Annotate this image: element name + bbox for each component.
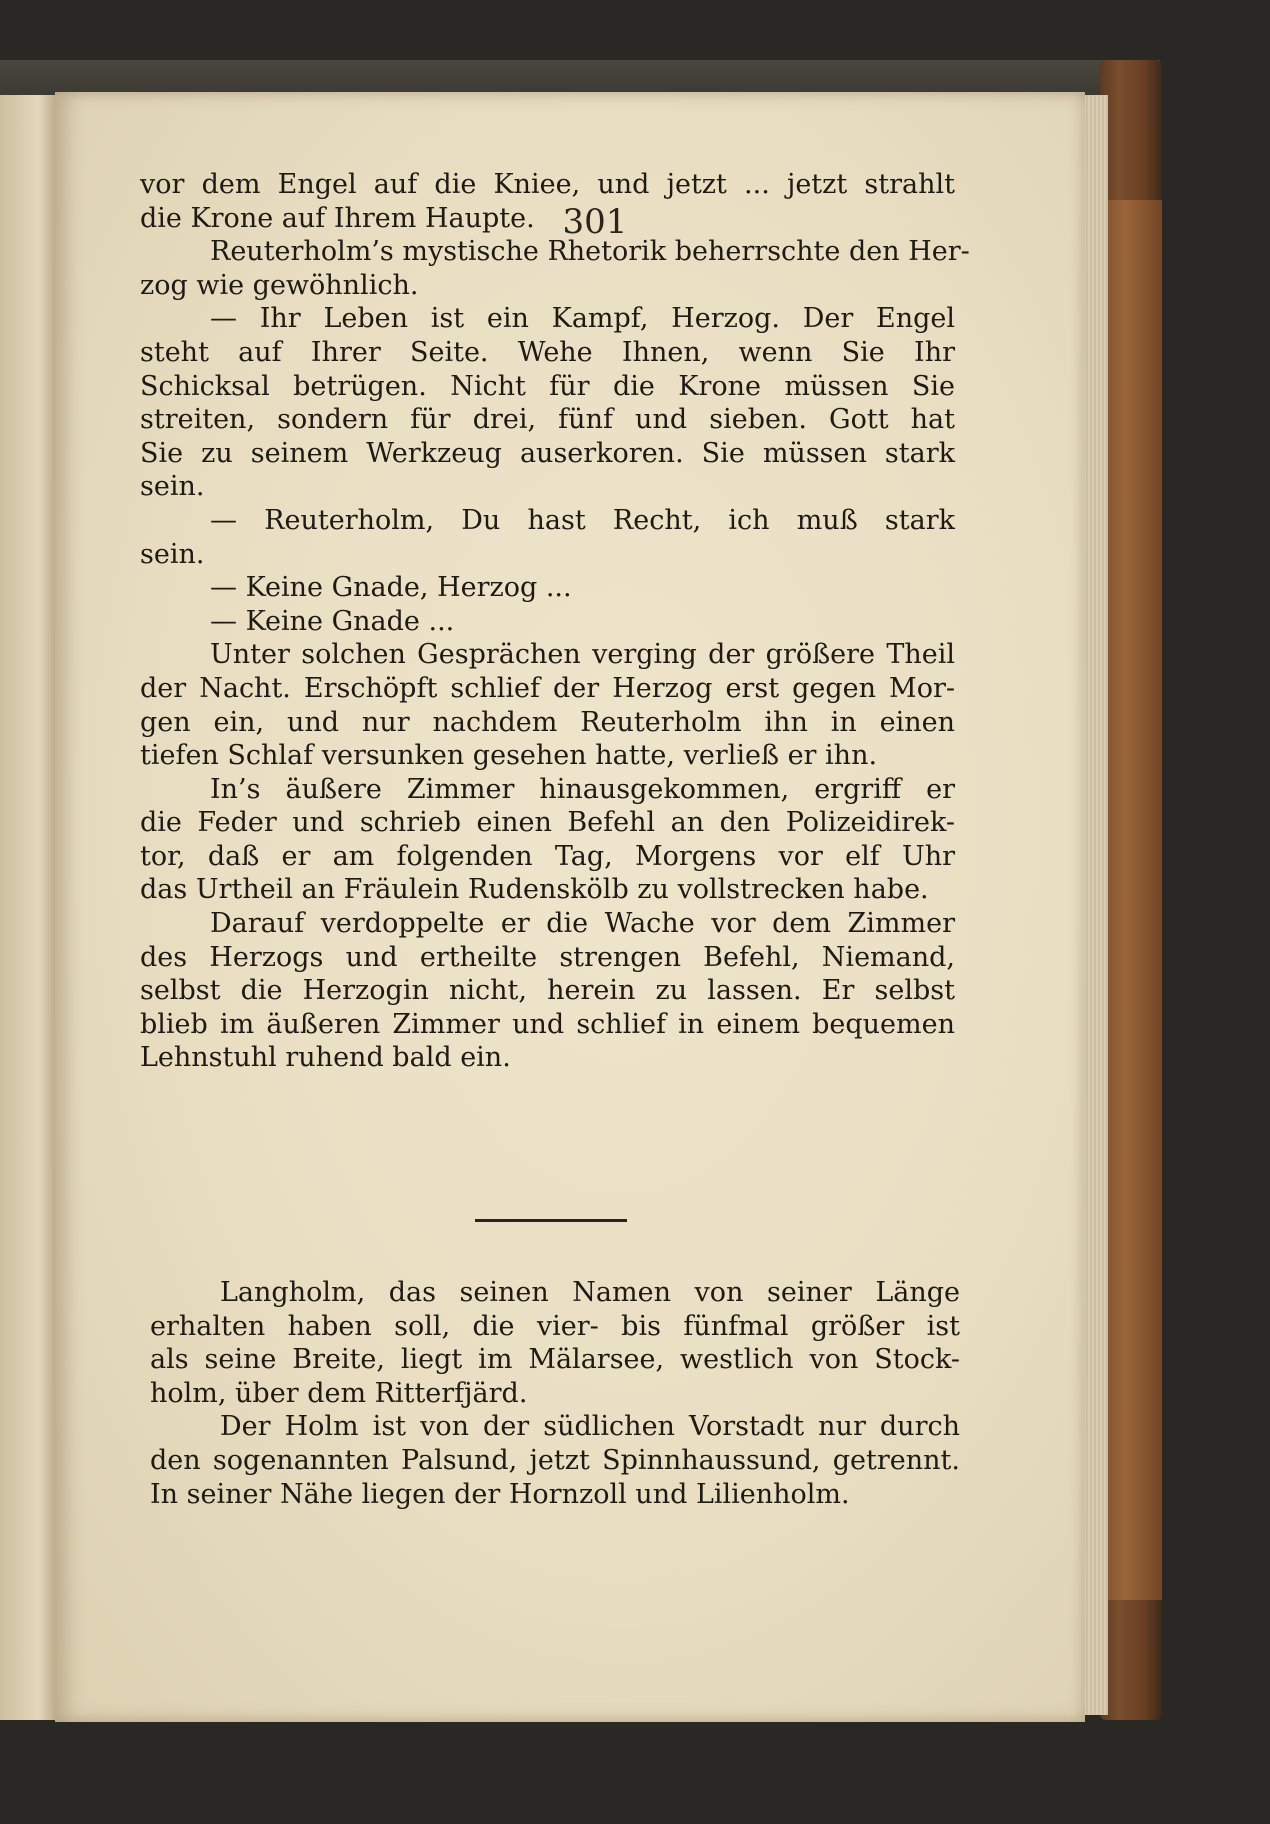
text-line: das Urtheil an Fräulein Rudenskölb zu vollstrecken habe.: [140, 874, 929, 906]
text-line: blieb im äußeren Zimmer und schlief in einem bequemen: [140, 1008, 955, 1040]
section-divider: [475, 1219, 627, 1222]
text-line: Der Holm ist von der südlichen Vorstadt nur durch: [220, 1411, 960, 1443]
text-line: tor, daß er am folgenden Tag, Morgens vor elf Uhr: [140, 840, 955, 872]
text-line: vor dem Engel auf die Kniee, und jetzt ... jetzt strahlt: [140, 169, 955, 200]
text-line: der Nacht. Erschöpft schlief der Herzog erst gegen Mor-: [140, 672, 955, 704]
text-line: selbst die Herzogin nicht, herein zu lassen. Er selbst: [140, 975, 955, 1007]
left-page-edge: [0, 95, 55, 1720]
text-line: zog wie gewöhnlich.: [140, 269, 419, 301]
text-line: als seine Breite, liegt im Mälarsee, westlich von Stock-: [150, 1344, 960, 1376]
text-line: Unter solchen Gesprächen verging der größere Theil: [210, 639, 955, 671]
text-line: den sogenannten Palsund, jetzt Spinnhaussund, getrennt.: [150, 1444, 960, 1476]
body-text-section-2: [150, 1276, 960, 1511]
text-line: Langholm, das seinen Namen von seiner Länge: [220, 1277, 960, 1308]
text-line: streiten, sondern für drei, fünf und sieben. Gott hat: [140, 404, 955, 436]
text-line: — Ihr Leben ist ein Kampf, Herzog. Der Engel: [210, 303, 955, 335]
text-line: — Reuterholm, Du hast Recht, ich muß stark: [210, 504, 955, 536]
text-line: erhalten haben soll, die vier- bis fünfmal größer ist: [150, 1310, 960, 1342]
text-line: Lehnstuhl ruhend bald ein.: [140, 1042, 511, 1074]
text-line: des Herzogs und ertheilte strengen Befehl, Niemand,: [140, 941, 955, 973]
page-number: 301: [562, 202, 628, 242]
text-line: tiefen Schlaf versunken gesehen hatte, verließ er ihn.: [140, 740, 878, 772]
leather-binding: [1100, 200, 1162, 1600]
text-line: — Keine Gnade ...: [210, 605, 455, 637]
text-line: Reuterholm’s mystische Rhetorik beherrschte den Her-: [210, 236, 970, 268]
body-text-section-1: [140, 168, 970, 1075]
text-line: holm, über dem Ritterfjärd.: [150, 1377, 528, 1409]
text-line: sein.: [140, 538, 205, 570]
text-line: — Keine Gnade, Herzog ...: [210, 572, 572, 604]
text-line: die Krone auf Ihrem Haupte.: [140, 202, 535, 234]
text-line: gen ein, und nur nachdem Reuterholm ihn in einen: [140, 706, 955, 738]
text-line: steht auf Ihrer Seite. Wehe Ihnen, wenn Sie Ihr: [140, 336, 955, 368]
text-line: sein.: [140, 471, 205, 503]
text-line: Darauf verdoppelte er die Wache vor dem Zimmer: [210, 908, 955, 940]
text-line: die Feder und schrieb einen Befehl an den Polizeidirek-: [140, 807, 955, 839]
text-line: Schicksal betrügen. Nicht für die Krone müssen Sie: [140, 370, 955, 402]
text-line: In seiner Nähe liegen der Hornzoll und Lilienholm.: [150, 1478, 850, 1510]
text-line: Sie zu seinem Werkzeug auserkoren. Sie müssen stark: [140, 437, 955, 469]
text-line: In’s äußere Zimmer hinausgekommen, ergriff er: [210, 773, 955, 805]
